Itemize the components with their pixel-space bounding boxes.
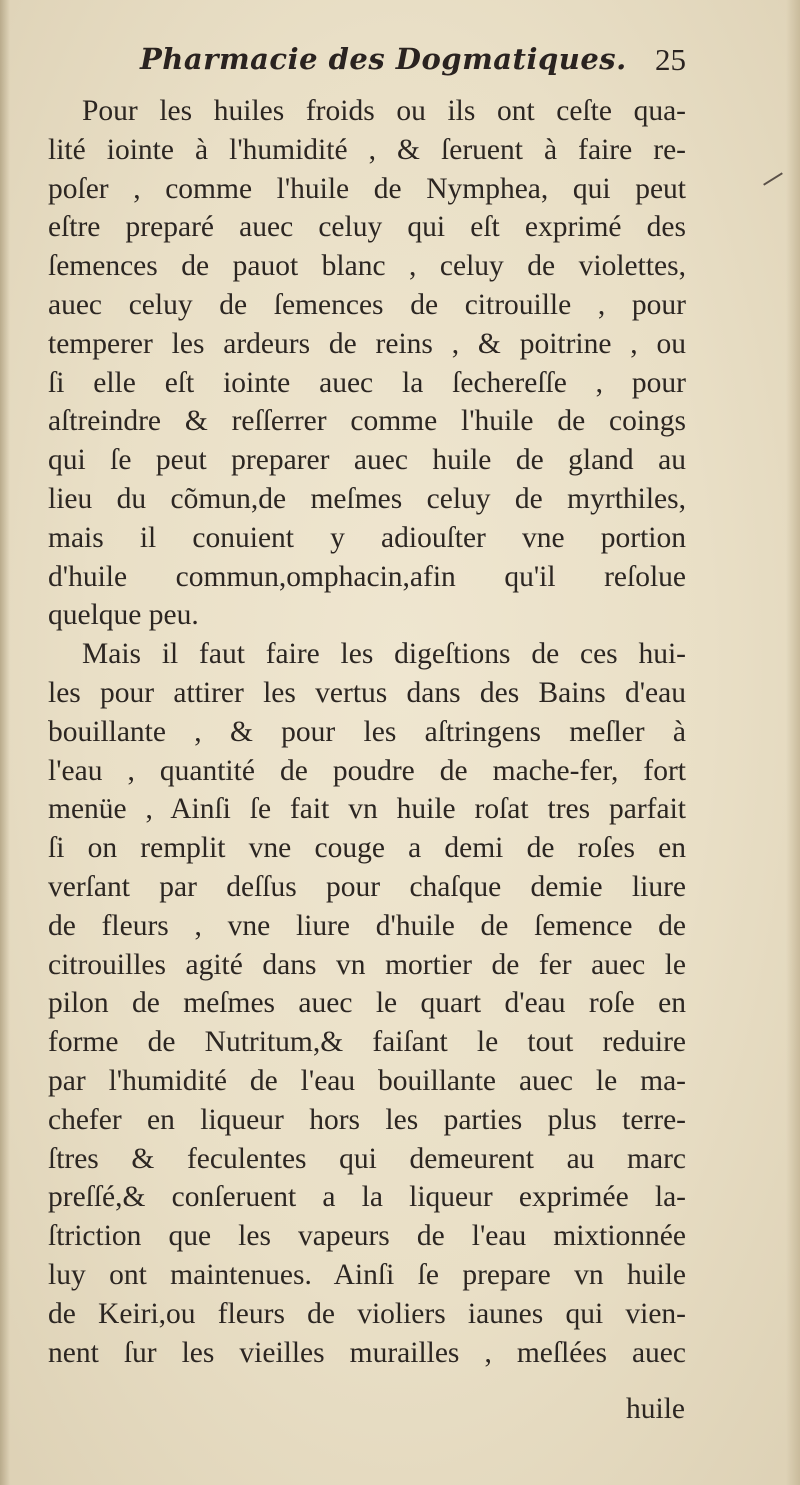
text-line: ſtriction que les vapeurs de l'eau mixtionnée	[48, 1220, 686, 1253]
text-line: bouillante , & pour les aſtringens meſler à	[48, 715, 686, 748]
text-line: qui ſe peut preparer auec huile de gland au	[48, 444, 686, 477]
text-line: verſant par deſſus pour chaſque demie liure	[48, 870, 686, 903]
text-line: eſtre preparé auec celuy qui eſt exprimé des	[48, 211, 686, 244]
text-line: ſi elle eſt iointe auec la ſechereſſe , pour	[48, 366, 686, 399]
margin-pen-mark	[763, 172, 783, 185]
text-line: ſtres & feculentes qui demeurent au marc	[48, 1142, 686, 1175]
text-line: par l'humidité de l'eau bouillante auec le ma-	[48, 1064, 686, 1097]
text-line: chefer en liqueur hors les parties plus terre-	[48, 1103, 686, 1136]
header-title: Pharmacie des Dogmatiques.	[140, 42, 627, 76]
text-line: aſtreindre & reſſerrer comme l'huile de coings	[48, 405, 686, 438]
text-line: pilon de meſmes auec le quart d'eau roſe en	[48, 987, 686, 1020]
text-line: de Keiri,ou fleurs de violiers iaunes qui vien-	[48, 1297, 686, 1330]
text-line: Pour les huiles froids ou ils ont ceſte qua-	[82, 95, 686, 127]
text-line: forme de Nutritum,& faiſant le tout reduire	[48, 1026, 686, 1059]
text-line: lieu du cõmun,de meſmes celuy de myrthiles,	[48, 482, 686, 515]
text-line: ſemences de pauot blanc , celuy de violettes,	[48, 250, 686, 283]
text-line: citrouilles agité dans vn mortier de fer auec le	[48, 948, 686, 981]
text-line: nent ſur les vieilles murailles , meſlées auec	[48, 1336, 686, 1369]
text-line: d'huile commun,omphacin,afin qu'il reſolue	[48, 560, 686, 593]
text-line: de fleurs , vne liure d'huile de ſemence de	[48, 909, 686, 942]
text-line: lité iointe à l'humidité , & ſeruent à faire re-	[48, 133, 686, 166]
text-line: Mais il faut faire les digeſtions de ces hui-	[82, 638, 686, 671]
text-line: preſſé,& conſeruent a la liqueur exprimée la-	[48, 1181, 686, 1214]
text-line: l'eau , quantité de poudre de mache-fer, fort	[48, 754, 686, 787]
page-edge-shadow-left	[0, 0, 10, 1485]
text-line: menüe , Ainſi ſe fait vn huile roſat tres parfait	[48, 793, 686, 826]
text-line: les pour attirer les vertus dans des Bains d'eau	[48, 676, 686, 709]
page-edge-shadow-right	[786, 0, 800, 1485]
text-line: quelque peu.	[48, 599, 199, 632]
text-line: luy ont maintenues. Ainſi ſe prepare vn huile	[48, 1258, 686, 1291]
text-line: auec celuy de ſemences de citrouille , pour	[48, 288, 686, 321]
body-text	[48, 92, 686, 1372]
text-line: poſer , comme l'huile de Nymphea, qui peut	[48, 172, 686, 205]
text-line: ſi on remplit vne couge a demi de roſes en	[48, 832, 686, 865]
text-line: mais il conuient y adiouſter vne portion	[48, 521, 686, 554]
running-head	[140, 42, 700, 86]
text-line: temperer les ardeurs de reins , & poitrine , ou	[48, 327, 686, 360]
page-number: 25	[655, 42, 686, 77]
catchword: huile	[626, 1393, 685, 1425]
